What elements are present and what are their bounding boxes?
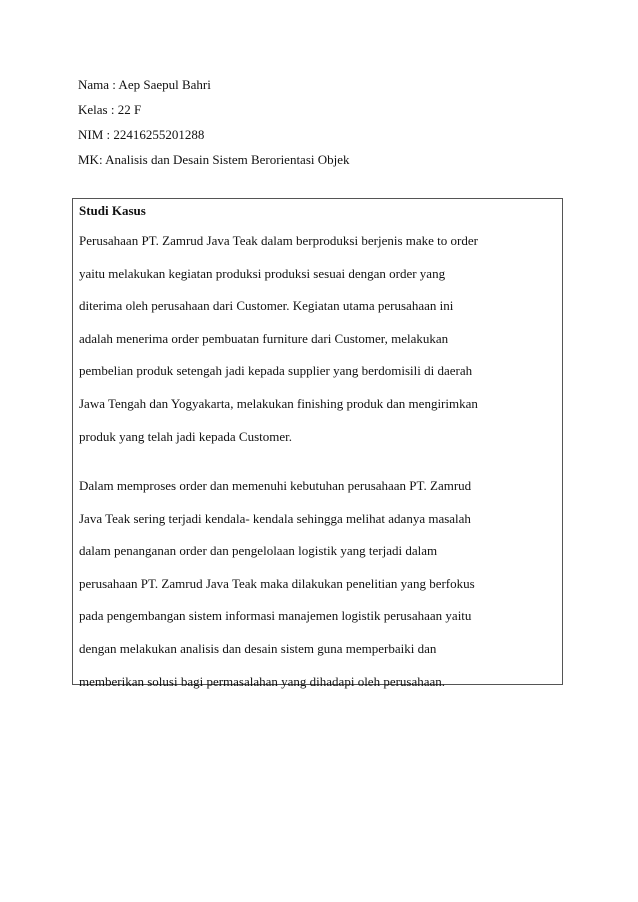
paragraph-line: produk yang telah jadi kepada Customer. bbox=[79, 428, 293, 444]
paragraph-line: Java Teak sering terjadi kendala- kendala sehingga melihat adanya masalah bbox=[79, 510, 471, 526]
paragraph-line: Jawa Tengah dan Yogyakarta, melakukan finishing produk dan mengirimkan bbox=[79, 395, 478, 411]
paragraph-line: dengan melakukan analisis dan desain sistem guna memperbaiki dan bbox=[79, 640, 437, 656]
paragraph-line: diterima oleh perusahaan dari Customer. Kegiatan utama perusahaan ini bbox=[79, 298, 454, 314]
case-study-paragraph-2 bbox=[79, 478, 557, 706]
student-id: NIM : 22416255201288 bbox=[78, 127, 205, 142]
paragraph-line: pada pengembangan sistem informasi manajemen logistik perusahaan yaitu bbox=[79, 608, 472, 624]
student-name: Nama : Aep Saepul Bahri bbox=[78, 77, 211, 92]
student-info bbox=[78, 77, 558, 177]
paragraph-line: perusahaan PT. Zamrud Java Teak maka dilakukan penelitian yang berfokus bbox=[79, 575, 475, 591]
case-study-title: Studi Kasus bbox=[79, 203, 146, 218]
case-study-box bbox=[72, 198, 563, 689]
paragraph-line: Dalam memproses order dan memenuhi kebutuhan perusahaan PT. Zamrud bbox=[79, 478, 472, 493]
paragraph-line: adalah menerima order pembuatan furniture dari Customer, melakukan bbox=[79, 330, 449, 346]
paragraph-line: memberikan solusi bagi permasalahan yang dihadapi oleh perusahaan. bbox=[79, 673, 446, 689]
course-name: MK: Analisis dan Desain Sistem Berorientasi Objek bbox=[78, 152, 350, 167]
paragraph-line: dalam penanganan order dan pengelolaan logistik yang terjadi dalam bbox=[79, 543, 438, 559]
student-class: Kelas : 22 F bbox=[78, 102, 142, 117]
paragraph-line: pembelian produk setengah jadi kepada supplier yang berdomisili di daerah bbox=[79, 363, 473, 379]
paragraph-line: yaitu melakukan kegiatan produksi produksi sesuai dengan order yang bbox=[79, 265, 446, 281]
paragraph-line: Perusahaan PT. Zamrud Java Teak dalam berproduksi berjenis make to order bbox=[79, 233, 478, 248]
case-study-paragraph-1 bbox=[79, 233, 557, 461]
